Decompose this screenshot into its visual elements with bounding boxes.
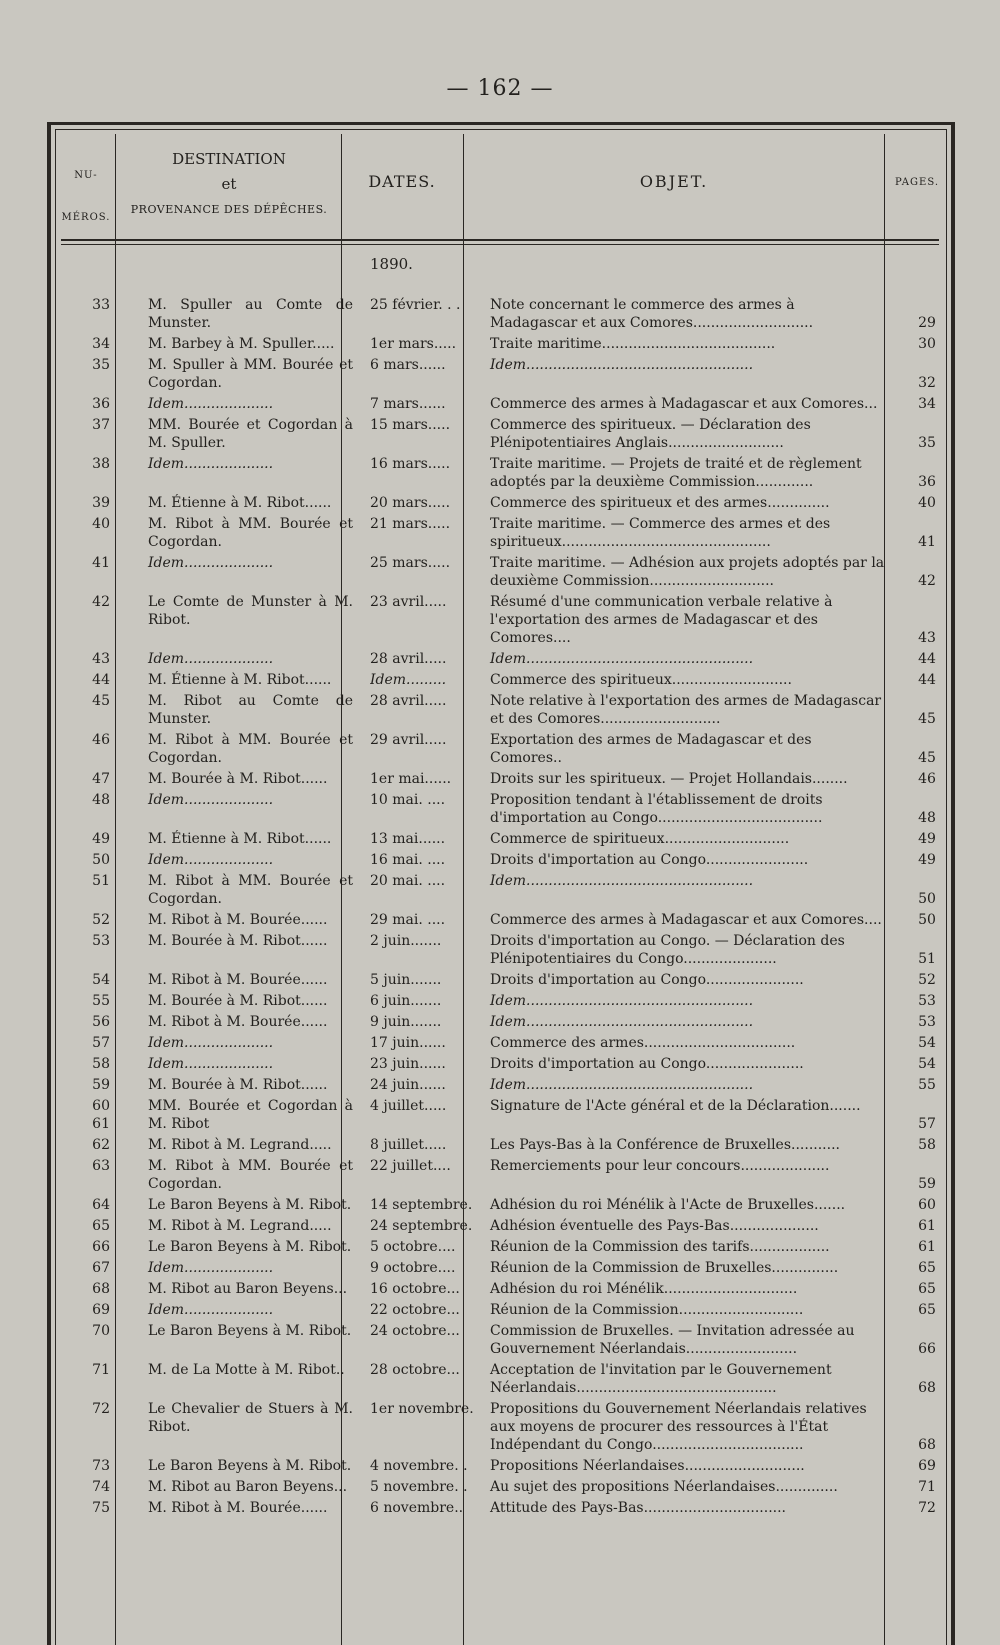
table-row [0, 1499, 1000, 1517]
row-destination: M. Bourée à M. Ribot...... [148, 993, 328, 1009]
table-row [0, 770, 1000, 788]
row-page: 34 [918, 396, 936, 412]
row-objet: Idem................................................... [490, 1014, 754, 1030]
row-destination: Le Comte de Munster à M. Ribot. [148, 594, 353, 628]
row-date: 5 octobre.... [370, 1239, 456, 1255]
row-number: 50 [92, 852, 110, 868]
row-date: 5 juin....... [370, 972, 442, 988]
row-destination: M. Ribot au Baron Beyens... [148, 1479, 348, 1495]
row-destination: M. Étienne à M. Ribot...... [148, 831, 332, 847]
row-page: 40 [918, 495, 936, 511]
row-objet: Réunion de la Commission de Bruxelles............... [490, 1260, 839, 1276]
year-heading: 1890. [370, 255, 413, 273]
row-page: 29 [918, 315, 936, 331]
row-objet: Commission de Bruxelles. — Invitation adressée au Gouvernement Néerlandais......................... [490, 1323, 855, 1357]
row-destination: Le Baron Beyens à M. Ribot. [148, 1458, 352, 1474]
row-date: 6 mars...... [370, 357, 446, 373]
row-number: 35 [92, 357, 110, 373]
row-objet: Traite maritime....................................... [490, 336, 776, 352]
row-date: 24 septembre. [370, 1218, 473, 1234]
table-row [0, 296, 1000, 332]
header-objet: OBJET. [639, 172, 709, 191]
row-page: 48 [918, 810, 936, 826]
row-number: 40 [92, 516, 110, 532]
row-date: 9 juin....... [370, 1014, 442, 1030]
row-objet: Traite maritime. — Adhésion aux projets adoptés par la deuxième Commission............................ [490, 555, 885, 589]
row-objet: Remerciements pour leur concours.................... [490, 1158, 830, 1174]
row-objet: Exportation des armes de Madagascar et des Comores.. [490, 732, 812, 766]
row-date: 17 juin...... [370, 1035, 446, 1051]
row-page: 66 [918, 1341, 936, 1357]
row-objet: Droits d'importation au Congo...................... [490, 1056, 804, 1072]
row-destination: M. Ribot à MM. Bourée et Cogordan. [148, 732, 353, 766]
row-destination: M. Ribot à M. Bourée...... [148, 912, 328, 928]
table-row [0, 515, 1000, 551]
table-row [0, 1478, 1000, 1496]
row-number: 37 [92, 417, 110, 433]
row-objet: Commerce des spiritueux........................... [490, 672, 792, 688]
header-destination-line1: DESTINATION [172, 150, 286, 168]
row-objet: Droits d'importation au Congo...................... [490, 972, 804, 988]
row-date: 29 mai. .... [370, 912, 446, 928]
row-objet: Commerce des armes à Madagascar et aux Comores... [490, 396, 878, 412]
row-objet: Réunion de la Commission............................ [490, 1302, 804, 1318]
row-destination: M. Bourée à M. Ribot...... [148, 1077, 328, 1093]
row-number: 36 [92, 396, 110, 412]
row-page: 72 [918, 1500, 936, 1516]
row-destination: Idem.................... [148, 456, 274, 472]
row-destination: M. Ribot au Comte de Munster. [148, 693, 353, 727]
row-destination: Idem.................... [148, 555, 274, 571]
row-number: 48 [92, 792, 110, 808]
row-destination: M. de La Motte à M. Ribot.. [148, 1362, 345, 1378]
row-date: 22 octobre... [370, 1302, 460, 1318]
row-date: 14 septembre. [370, 1197, 473, 1213]
row-date: 1er mars..... [370, 336, 457, 352]
row-number: 73 [92, 1458, 110, 1474]
row-number: 42 [92, 594, 110, 610]
row-objet: Idem................................................... [490, 651, 754, 667]
row-number: 62 [92, 1137, 110, 1153]
row-number: 45 [92, 693, 110, 709]
row-page: 61 [918, 1218, 936, 1234]
row-destination: Idem.................... [148, 651, 274, 667]
table-row [0, 1196, 1000, 1214]
header-destination-line3: PROVENANCE DES DÉPÊCHES. [130, 203, 328, 216]
row-destination: M. Ribot à MM. Bourée et Cogordan. [148, 1158, 353, 1192]
table-row [0, 851, 1000, 869]
row-destination: M. Ribot à M. Legrand..... [148, 1218, 332, 1234]
row-objet: Au sujet des propositions Néerlandaises.............. [490, 1479, 838, 1495]
table-row [0, 1076, 1000, 1094]
row-page: 36 [918, 474, 936, 490]
table-row [0, 692, 1000, 728]
row-date: 10 mai. .... [370, 792, 446, 808]
row-date: 25 mars..... [370, 555, 451, 571]
row-date: 7 mars...... [370, 396, 446, 412]
row-page: 49 [918, 831, 936, 847]
table-row [0, 1400, 1000, 1454]
row-number: 53 [92, 933, 110, 949]
row-destination: M. Spuller à MM. Bourée et Cogordan. [148, 357, 353, 391]
table-row [0, 971, 1000, 989]
row-destination: M. Étienne à M. Ribot...... [148, 495, 332, 511]
row-date: 9 octobre.... [370, 1260, 456, 1276]
table-row [0, 1034, 1000, 1052]
row-destination: M. Barbey à M. Spuller..... [148, 336, 335, 352]
row-date: 16 octobre... [370, 1281, 460, 1297]
row-destination: M. Ribot au Baron Beyens... [148, 1281, 348, 1297]
table-row [0, 872, 1000, 908]
table-row [0, 1136, 1000, 1154]
row-page: 50 [918, 912, 936, 928]
row-date: 28 avril..... [370, 651, 447, 667]
row-page: 58 [918, 1137, 936, 1153]
row-number: 33 [92, 297, 110, 313]
table-row [0, 791, 1000, 827]
row-objet: Droits sur les spiritueux. — Projet Hollandais........ [490, 771, 848, 787]
row-destination: M. Ribot à M. Bourée...... [148, 1500, 328, 1516]
row-page: 45 [918, 750, 936, 766]
row-number: 38 [92, 456, 110, 472]
row-page: 45 [918, 711, 936, 727]
table-row [0, 671, 1000, 689]
row-objet: Commerce des spiritueux et des armes.............. [490, 495, 830, 511]
row-number: 71 [92, 1362, 110, 1378]
row-page: 53 [918, 1014, 936, 1030]
row-number: 51 [92, 873, 110, 889]
row-page: 41 [918, 534, 936, 550]
row-page: 59 [918, 1176, 936, 1192]
row-number: 49 [92, 831, 110, 847]
row-number: 55 [92, 993, 110, 1009]
row-objet: Commerce des armes à Madagascar et aux Comores.... [490, 912, 882, 928]
row-page: 68 [918, 1437, 936, 1453]
row-number: 72 [92, 1401, 110, 1417]
row-date: 25 février. . . [370, 297, 461, 313]
row-number: 64 [92, 1197, 110, 1213]
row-page: 65 [918, 1260, 936, 1276]
row-destination: Le Baron Beyens à M. Ribot. [148, 1197, 352, 1213]
row-number: 67 [92, 1260, 110, 1276]
row-destination: M. Ribot à M. Bourée...... [148, 972, 328, 988]
header-destination-line2: et [221, 175, 237, 193]
row-destination: Idem.................... [148, 1260, 274, 1276]
row-objet: Traite maritime. — Commerce des armes et des spiritueux............................................... [490, 516, 831, 550]
row-objet: Note relative à l'exportation des armes de Madagascar et des Comores........................... [490, 693, 882, 727]
row-number: 39 [92, 495, 110, 511]
row-number: 56 [92, 1014, 110, 1030]
row-date: Idem......... [370, 672, 447, 688]
row-number: 43 [92, 651, 110, 667]
row-number: 44 [92, 672, 110, 688]
row-date: 28 octobre... [370, 1362, 460, 1378]
row-page: 61 [918, 1239, 936, 1255]
table-row [0, 932, 1000, 968]
header-dates: DATES. [368, 172, 436, 191]
row-objet: Propositions du Gouvernement Néerlandais relatives aux moyens de procurer des ressources à l'État Indépendant du Congo.................................. [490, 1401, 867, 1453]
row-page: 54 [918, 1056, 936, 1072]
row-objet: Adhésion du roi Ménélik.............................. [490, 1281, 798, 1297]
table-row [0, 1055, 1000, 1073]
row-objet: Réunion de la Commission des tarifs.................. [490, 1239, 830, 1255]
row-destination: M. Ribot à MM. Bourée et Cogordan. [148, 516, 353, 550]
row-destination: Idem.................... [148, 792, 274, 808]
row-objet: Idem................................................... [490, 993, 754, 1009]
row-date: 8 juillet..... [370, 1137, 447, 1153]
row-number: 68 [92, 1281, 110, 1297]
row-number: 59 [92, 1077, 110, 1093]
table-row [0, 554, 1000, 590]
row-date: 2 juin....... [370, 933, 442, 949]
row-page: 65 [918, 1302, 936, 1318]
row-objet: Commerce des armes.................................. [490, 1035, 796, 1051]
row-objet: Note concernant le commerce des armes à Madagascar et aux Comores........................... [490, 297, 814, 331]
row-page: 68 [918, 1380, 936, 1396]
row-date: 22 juillet.... [370, 1158, 451, 1174]
page-number: — 162 — [446, 76, 554, 101]
row-destination: Idem.................... [148, 1056, 274, 1072]
row-destination: M. Ribot à M. Bourée...... [148, 1014, 328, 1030]
row-number: 66 [92, 1239, 110, 1255]
row-number: 60 61 [92, 1098, 110, 1132]
row-objet: Attitude des Pays-Bas................................ [490, 1500, 787, 1516]
row-destination: Idem.................... [148, 1035, 274, 1051]
table-row [0, 992, 1000, 1010]
row-date: 23 juin...... [370, 1056, 446, 1072]
row-number: 47 [92, 771, 110, 787]
row-date: 16 mars..... [370, 456, 451, 472]
row-page: 35 [918, 435, 936, 451]
row-number: 41 [92, 555, 110, 571]
table-row [0, 1301, 1000, 1319]
row-page: 60 [918, 1197, 936, 1213]
row-objet: Traite maritime. — Projets de traité et de règlement adoptés par la deuxième Commission............. [490, 456, 862, 490]
table-row [0, 593, 1000, 647]
row-number: 34 [92, 336, 110, 352]
row-page: 49 [918, 852, 936, 868]
table-row [0, 1013, 1000, 1031]
row-objet: Idem................................................... [490, 357, 754, 373]
row-date: 4 novembre. . [370, 1458, 468, 1474]
row-objet: Droits d'importation au Congo....................... [490, 852, 809, 868]
row-page: 46 [918, 771, 936, 787]
row-page: 44 [918, 651, 936, 667]
table-body [0, 296, 1000, 1520]
row-objet: Commerce de spiritueux............................ [490, 831, 790, 847]
row-page: 53 [918, 993, 936, 1009]
row-date: 20 mai. .... [370, 873, 446, 889]
table-row [0, 1361, 1000, 1397]
table-row [0, 356, 1000, 392]
row-date: 28 avril..... [370, 693, 447, 709]
row-page: 52 [918, 972, 936, 988]
row-objet: Résumé d'une communication verbale relative à l'exportation des armes de Madagascar et des Comores.... [490, 594, 833, 646]
table-row [0, 335, 1000, 353]
table-row [0, 650, 1000, 668]
row-date: 1er novembre. [370, 1401, 474, 1417]
row-number: 65 [92, 1218, 110, 1234]
row-destination: Idem.................... [148, 1302, 274, 1318]
header-destination [121, 147, 337, 222]
table-row [0, 1217, 1000, 1235]
row-number: 75 [92, 1500, 110, 1516]
row-date: 15 mars..... [370, 417, 451, 433]
table-row [0, 416, 1000, 452]
row-page: 32 [918, 375, 936, 391]
row-page: 44 [918, 672, 936, 688]
table-row [0, 1238, 1000, 1256]
row-page: 51 [918, 951, 936, 967]
row-date: 24 juin...... [370, 1077, 446, 1093]
row-page: 50 [918, 891, 936, 907]
row-date: 29 avril..... [370, 732, 447, 748]
row-destination: Idem.................... [148, 396, 274, 412]
row-objet: Signature de l'Acte général et de la Déclaration....... [490, 1098, 861, 1114]
row-objet: Acceptation de l'invitation par le Gouvernement Néerlandais............................................. [490, 1362, 832, 1396]
table-row [0, 830, 1000, 848]
row-number: 52 [92, 912, 110, 928]
row-page: 71 [918, 1479, 936, 1495]
header-pages: PAGES. [895, 177, 939, 188]
row-date: 24 octobre... [370, 1323, 460, 1339]
row-page: 55 [918, 1077, 936, 1093]
row-objet: Idem................................................... [490, 1077, 754, 1093]
row-date: 16 mai. .... [370, 852, 446, 868]
table-row [0, 1157, 1000, 1193]
table-row [0, 455, 1000, 491]
header-rule [61, 239, 939, 241]
table-row [0, 494, 1000, 512]
row-date: 23 avril..... [370, 594, 447, 610]
table-row [0, 1280, 1000, 1298]
row-page: 69 [918, 1458, 936, 1474]
table-row [0, 731, 1000, 767]
row-page: 54 [918, 1035, 936, 1051]
row-objet: Commerce des spiritueux. — Déclaration des Plénipotentiaires Anglais.......................... [490, 417, 811, 451]
row-number: 74 [92, 1479, 110, 1495]
row-number: 58 [92, 1056, 110, 1072]
row-objet: Les Pays-Bas à la Conférence de Bruxelles........... [490, 1137, 840, 1153]
row-number: 69 [92, 1302, 110, 1318]
header-rule [61, 244, 939, 245]
header-numeros: NU-MÉROS. [61, 170, 111, 223]
table-row [0, 1457, 1000, 1475]
row-destination: M. Spuller au Comte de Munster. [148, 297, 353, 331]
row-objet: Proposition tendant à l'établissement de droits d'importation au Congo..................................... [490, 792, 823, 826]
row-page: 65 [918, 1281, 936, 1297]
row-date: 13 mai...... [370, 831, 446, 847]
table-row [0, 911, 1000, 929]
row-date: 6 juin....... [370, 993, 442, 1009]
row-objet: Adhésion éventuelle des Pays-Bas.................... [490, 1218, 819, 1234]
row-destination: MM. Bourée et Cogordan à M. Spuller. [148, 417, 353, 451]
row-destination: M. Bourée à M. Ribot...... [148, 771, 328, 787]
row-number: 46 [92, 732, 110, 748]
row-destination: Idem.................... [148, 852, 274, 868]
row-objet: Propositions Néerlandaises........................... [490, 1458, 805, 1474]
row-destination: Le Baron Beyens à M. Ribot. [148, 1323, 352, 1339]
row-date: 4 juillet..... [370, 1098, 447, 1114]
row-destination: M. Bourée à M. Ribot...... [148, 933, 328, 949]
table-row [0, 1322, 1000, 1358]
row-date: 5 novembre. . [370, 1479, 468, 1495]
row-destination: Le Baron Beyens à M. Ribot. [148, 1239, 352, 1255]
row-objet: Droits d'importation au Congo. — Déclaration des Plénipotentiaires du Congo..................... [490, 933, 845, 967]
table-row [0, 1259, 1000, 1277]
table-row [0, 395, 1000, 413]
table-row [0, 1097, 1000, 1133]
row-destination: M. Étienne à M. Ribot...... [148, 672, 332, 688]
row-destination: M. Ribot à MM. Bourée et Cogordan. [148, 873, 353, 907]
row-date: 6 novembre.. [370, 1500, 464, 1516]
row-destination: Le Chevalier de Stuers à M. Ribot. [148, 1401, 353, 1435]
row-destination: MM. Bourée et Cogordan à M. Ribot [148, 1098, 353, 1132]
row-date: 20 mars..... [370, 495, 451, 511]
row-objet: Idem................................................... [490, 873, 754, 889]
row-date: 21 mars..... [370, 516, 451, 532]
row-page: 57 [918, 1116, 936, 1132]
row-date: 1er mai...... [370, 771, 452, 787]
row-number: 57 [92, 1035, 110, 1051]
row-destination: M. Ribot à M. Legrand..... [148, 1137, 332, 1153]
row-page: 30 [918, 336, 936, 352]
row-objet: Adhésion du roi Ménélik à l'Acte de Bruxelles....... [490, 1197, 846, 1213]
row-number: 70 [92, 1323, 110, 1339]
row-page: 42 [918, 573, 936, 589]
row-number: 54 [92, 972, 110, 988]
row-number: 63 [92, 1158, 110, 1174]
row-page: 43 [918, 630, 936, 646]
